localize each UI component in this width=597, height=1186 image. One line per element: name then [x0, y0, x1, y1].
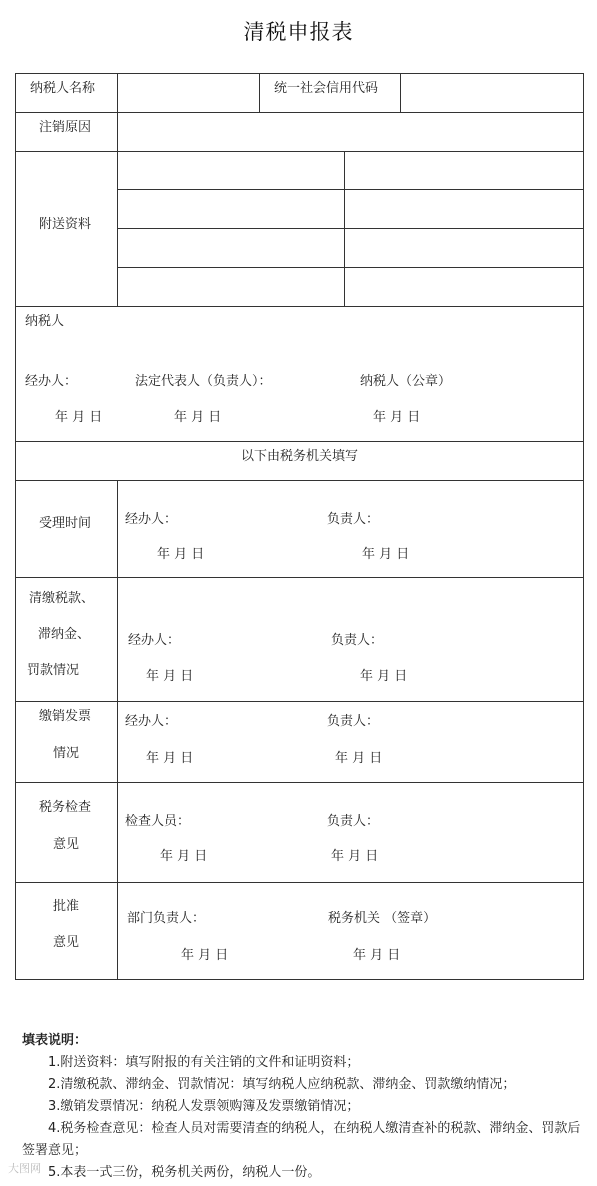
accept-responsible-date: 年 月 日 [362, 547, 410, 562]
approval-label-line-2: 意见 [53, 935, 80, 950]
instruction-item: 3.缴销发票情况：纳税人发票领购簿及发票缴销情况； [48, 1099, 360, 1114]
approval-label-line-1: 批准 [53, 899, 80, 914]
row-divider [16, 701, 583, 702]
legal-rep-date: 年 月 日 [174, 410, 222, 425]
settlement-label-line-1: 清缴税款、 [29, 591, 95, 606]
taxpayer-name-field[interactable] [118, 74, 259, 112]
column-divider [259, 74, 260, 112]
attachment-cell[interactable] [345, 152, 583, 189]
accept-time-label: 受理时间 [39, 516, 92, 531]
row-divider [16, 782, 583, 783]
invoice-handler-label: 经办人： [125, 714, 178, 729]
dept-head-date: 年 月 日 [181, 948, 229, 963]
settlement-label-line-3: 罚款情况 [27, 663, 80, 678]
row-divider [16, 480, 583, 481]
settlement-responsible-date: 年 月 日 [360, 669, 408, 684]
seal-date: 年 月 日 [373, 410, 421, 425]
accept-handler-date: 年 月 日 [157, 547, 205, 562]
invoice-label-line-2: 情况 [53, 746, 80, 761]
tax-clearance-form [15, 73, 584, 980]
cancel-reason-field[interactable] [118, 113, 583, 151]
settlement-handler-label: 经办人： [128, 633, 181, 648]
inspector-date: 年 月 日 [160, 849, 208, 864]
instruction-item: 4.税务检查意见：检查人员对需要清查的纳税人，在纳税人缴清查补的税款、滞纳金、罚款后签署意见； [22, 1121, 581, 1158]
invoice-responsible-date: 年 月 日 [335, 751, 383, 766]
taxpayer-heading: 纳税人 [25, 314, 65, 329]
settlement-responsible-label: 负责人： [331, 633, 384, 648]
attachment-cell[interactable] [345, 268, 583, 306]
attachment-cell[interactable] [118, 152, 344, 189]
invoice-handler-date: 年 月 日 [146, 751, 194, 766]
instructions-heading: 填表说明： [22, 1033, 88, 1048]
inspection-responsible-date: 年 月 日 [331, 849, 379, 864]
row-divider [16, 577, 583, 578]
handler-date: 年 月 日 [55, 410, 103, 425]
taxpayer-name-label: 纳税人名称 [30, 81, 96, 96]
instruction-item: 1.附送资料：填写附报的有关注销的文件和证明资料； [48, 1055, 360, 1070]
watermark: 大图网 [8, 1162, 41, 1175]
instructions [22, 1030, 582, 1184]
credit-code-label: 统一社会信用代码 [274, 81, 379, 96]
authority-seal-date: 年 月 日 [353, 948, 401, 963]
attachment-cell[interactable] [118, 229, 344, 267]
accept-responsible-label: 负责人： [327, 512, 380, 527]
accept-handler-label: 经办人： [125, 512, 178, 527]
attachment-cell[interactable] [118, 190, 344, 228]
attachment-cell[interactable] [345, 229, 583, 267]
taxpayer-seal-label: 纳税人（公章） [360, 374, 452, 389]
cancel-reason-label: 注销原因 [39, 120, 92, 135]
credit-code-field[interactable] [401, 74, 583, 112]
instruction-item: 2.清缴税款、滞纳金、罚款情况：填写纳税人应纳税款、滞纳金、罚款缴纳情况； [48, 1077, 516, 1092]
column-divider [117, 480, 118, 979]
row-divider [16, 306, 583, 307]
inspection-responsible-label: 负责人： [327, 814, 380, 829]
row-divider [16, 882, 583, 883]
attachment-cell[interactable] [118, 268, 344, 306]
inspection-label-line-1: 税务检查 [39, 800, 92, 815]
tax-authority-banner: 以下由税务机关填写 [240, 449, 358, 464]
form-title: 清税申报表 [243, 20, 354, 44]
inspection-label-line-2: 意见 [53, 837, 80, 852]
taxpayer-handler-label: 经办人： [25, 374, 78, 389]
row-divider [16, 441, 583, 442]
dept-head-label: 部门负责人： [127, 911, 206, 926]
settlement-handler-date: 年 月 日 [146, 669, 194, 684]
authority-seal-label: 税务机关 （签章） [328, 911, 437, 926]
inspector-label: 检查人员： [125, 814, 191, 829]
attachment-cell[interactable] [345, 190, 583, 228]
invoice-label-line-1: 缴销发票 [39, 709, 92, 724]
invoice-responsible-label: 负责人： [327, 714, 380, 729]
attachments-label: 附送资料 [39, 217, 92, 232]
settlement-label-line-2: 滞纳金、 [38, 627, 91, 642]
legal-rep-label: 法定代表人（负责人）： [135, 374, 272, 389]
instruction-item: 5.本表一式三份，税务机关两份，纳税人一份。 [48, 1165, 321, 1180]
